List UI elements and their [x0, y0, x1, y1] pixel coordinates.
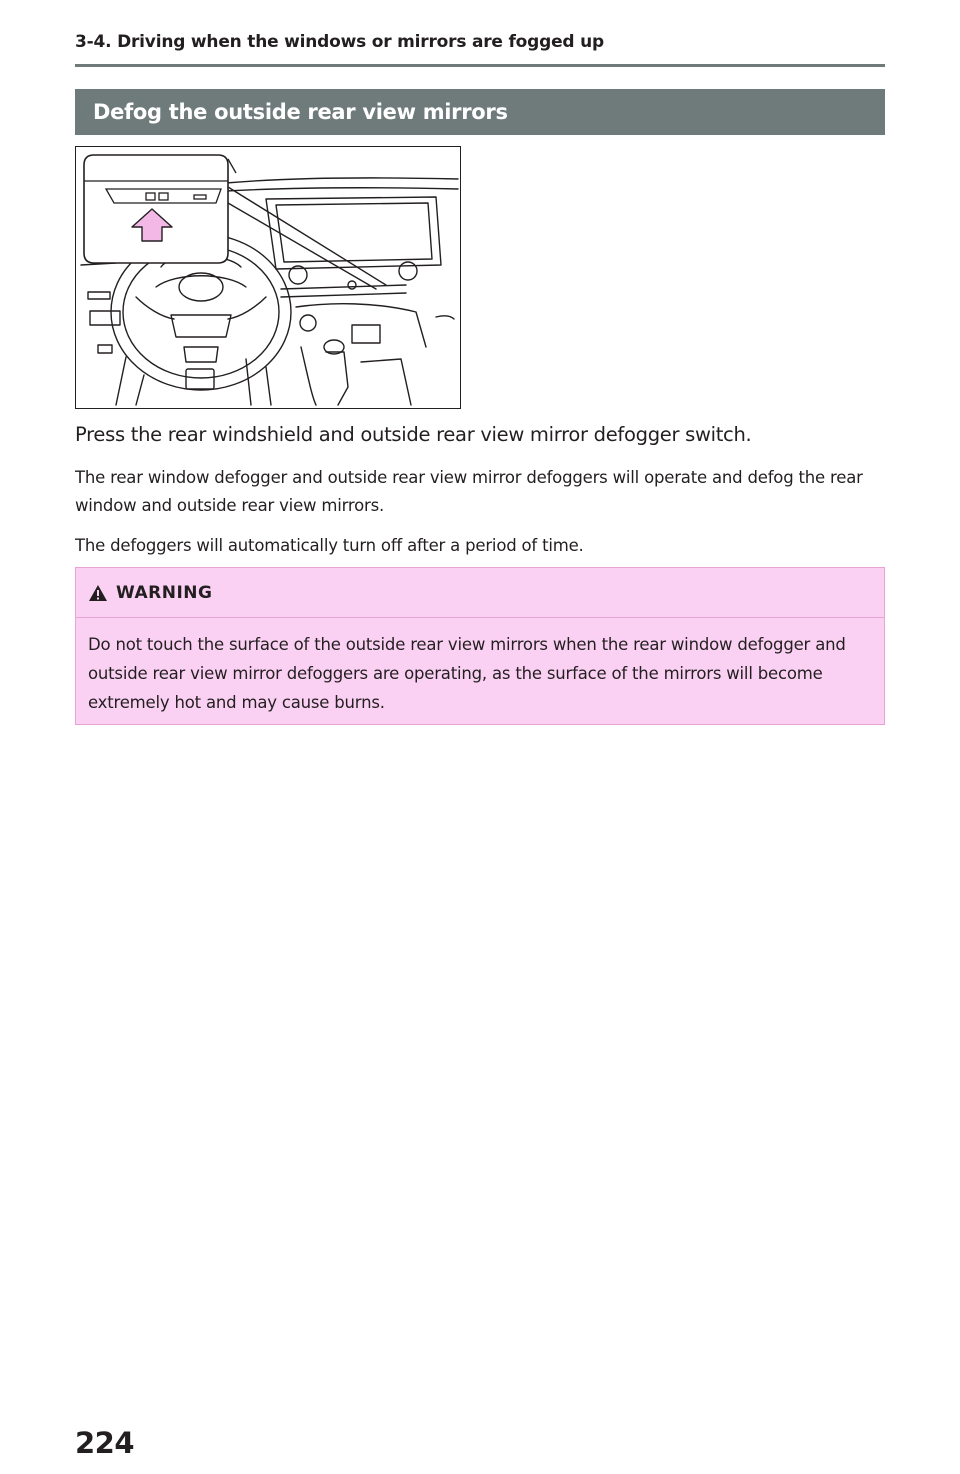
warning-triangle-icon: [88, 584, 108, 602]
warning-box: [75, 567, 885, 725]
section-title-bar: [75, 89, 885, 135]
auto-off-paragraph: The defoggers will automatically turn off after a period of time.: [75, 536, 584, 555]
warning-label: WARNING: [116, 582, 213, 603]
warning-header: [76, 568, 884, 618]
dashboard-line-drawing: [76, 147, 459, 407]
dashboard-illustration: [75, 146, 461, 409]
section-title: Defog the outside rear view mirrors: [93, 100, 508, 124]
page-number: 224: [75, 1426, 135, 1460]
warning-text: Do not touch the surface of the outside rear view mirrors when the rear window defogger and outside rear view mirror defoggers are operating, as the surface of the mirrors will become extremely hot and may cause burns.: [88, 635, 846, 712]
description-paragraph: The rear window defogger and outside rear view mirror defoggers will operate and defog the rear window and outside rear view mirrors.: [75, 468, 863, 515]
instruction-lead: Press the rear windshield and outside rear view mirror defogger switch.: [75, 423, 752, 446]
header-rule: [75, 64, 885, 67]
running-head: 3-4. Driving when the windows or mirrors are fogged up: [75, 32, 604, 52]
